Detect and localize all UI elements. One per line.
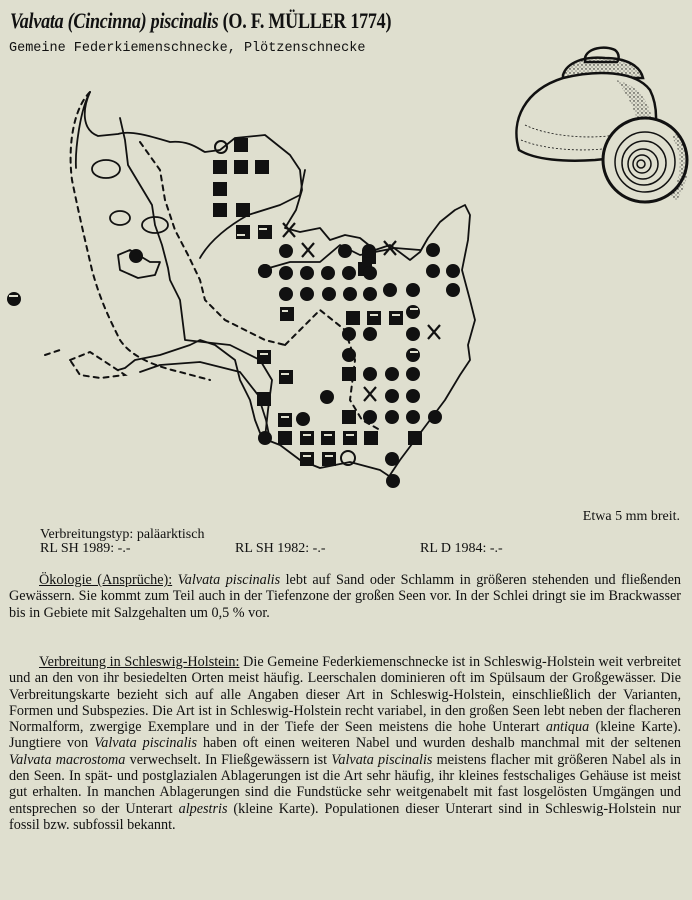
ecology-paragraph xyxy=(9,572,681,621)
distribution-text: meistens flacher mit größeren Nabel als in den Seen. In spät- und postglazialen Ablagerungen ist die Art sehr häufig, ihr kleines festschaliges Gehäuse ist meist gut erhalten. In manchen Ablagerungen sind die Fundstücke sehr weitgenabelt mit fast losgelösten Umgängen und entsprechen so der Unterart xyxy=(9,751,682,817)
genus: Valvata xyxy=(10,8,64,33)
distribution-heading: Verbreitung in Schleswig-Holstein: xyxy=(39,654,240,670)
common-names: Gemeine Federkiemenschnecke, Plötzenschnecke xyxy=(9,41,366,56)
species-name: Valvata piscinalis xyxy=(177,572,281,588)
subspecies-name: antiqua xyxy=(545,719,590,736)
distribution-text: (kleine Karte). Jungtiere von xyxy=(9,719,681,752)
distribution-map xyxy=(0,70,500,500)
shell-illustration xyxy=(505,40,692,215)
subspecies-name: alpestris xyxy=(178,800,228,817)
distribution-text: verwechselt. In Fließgewässern ist xyxy=(125,751,332,768)
ecology-text: lebt auf Sand oder Schlamm in größeren stehenden und fließenden Gewässern. Sie kommt zum Teil auch in der Tiefenzone der großen Seen vor. In der Schlei dringt sie im Brackwasser bis in Gebiete mit Salzgehalten um 0,5 % vor. xyxy=(9,572,682,621)
shell-size-caption: Etwa 5 mm breit. xyxy=(582,509,680,524)
border-west xyxy=(71,92,210,380)
species: piscinalis xyxy=(150,8,219,33)
subgenus: (Cincinna) xyxy=(67,8,147,33)
rl-d-1984: RL D 1984: -.- xyxy=(420,541,503,556)
distribution-type: Verbreitungstyp: paläarktisch xyxy=(40,527,205,542)
distribution-paragraph xyxy=(9,654,681,833)
distribution-text: haben oft einen weiteren Nabel und wurden deshalb manchmal mit der seltenen xyxy=(197,735,681,752)
species-name: Valvata macrostoma xyxy=(9,751,126,768)
species-name: Valvata piscinalis xyxy=(331,751,433,768)
author: (O. F. MÜLLER 1774) xyxy=(222,8,392,33)
distribution-text: Die Gemeine Federkiemenschnecke ist in Schleswig-Holstein weit verbreitet und an den von ihr besiedelten Orten meist häufig. Leerschalen dominieren oft im Spülsaum der Großgewässer. Die Verbreitungskarte bezieht sich auf alle Angaben dieser Art in Schleswig-Holstein, einschließlich der Varianten, Formen und Subspezies. Die Art ist in Schleswig-Holstein recht variabel, in den großen Seen lebt neben der flacheren Normalform, zwergige Exemplare und in der Tiefe der Seen meistens die hohe Unterart xyxy=(9,654,682,736)
rl-sh-1989: RL SH 1989: -.- xyxy=(40,541,131,556)
page-title xyxy=(10,8,391,34)
rl-sh-1982: RL SH 1982: -.- xyxy=(235,541,326,556)
ecology-heading: Ökologie (Ansprüche): xyxy=(39,572,173,588)
distribution-text: (kleine Karte). Populationen dieser Unterart sind in Schleswig-Holstein nur fossil bzw. subfossil bekannt. xyxy=(9,800,682,833)
species-name: Valvata piscinalis xyxy=(94,735,198,752)
